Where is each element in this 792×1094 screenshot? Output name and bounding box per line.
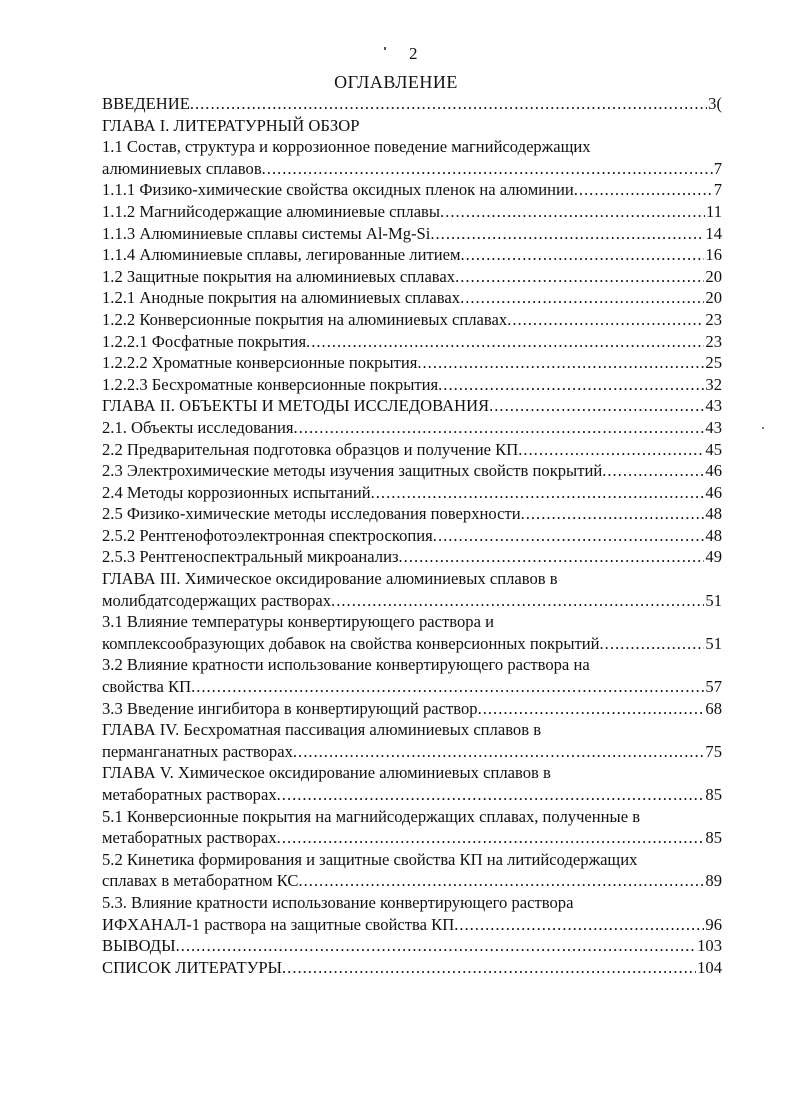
dot-leader xyxy=(521,503,705,525)
toc-entry-text: 2.1. Объекты исследования xyxy=(102,417,294,437)
toc-entry xyxy=(102,179,722,201)
toc-entry-page: 57 xyxy=(705,677,722,697)
dot-leader xyxy=(298,870,704,892)
dot-leader xyxy=(190,93,707,115)
toc-entry-text: молибдатсодержащих растворах xyxy=(102,590,332,610)
toc-entry xyxy=(102,395,722,417)
toc-entry xyxy=(102,158,722,180)
toc-entry-text: метаборатных растворах xyxy=(102,785,277,804)
dot-leader xyxy=(176,935,697,957)
toc-entry xyxy=(102,741,722,763)
toc-entry xyxy=(102,352,722,374)
toc-entry xyxy=(102,676,722,698)
page-title: ОГЛАВЛЕНИЕ xyxy=(334,72,458,92)
toc-entry-page: 46 xyxy=(705,482,722,502)
toc-entry xyxy=(102,849,722,871)
toc-entry xyxy=(102,223,722,245)
dot-leader xyxy=(430,223,704,245)
dot-leader xyxy=(460,244,704,266)
toc-entry-page: 11 xyxy=(706,201,722,221)
toc-entry xyxy=(102,914,722,936)
toc-entry-text: свойства КП xyxy=(102,677,192,697)
table-of-contents xyxy=(102,93,722,978)
toc-entry xyxy=(102,136,722,158)
dot-leader xyxy=(478,698,705,720)
dot-leader xyxy=(489,395,704,417)
toc-entry-page: 3( xyxy=(708,94,722,113)
dot-leader xyxy=(277,784,705,806)
toc-entry-page: 89 xyxy=(705,871,722,891)
dot-leader xyxy=(282,957,696,979)
toc-entry-text: сплавах в метаборатном КС xyxy=(102,871,299,891)
toc-entry-page: 20 xyxy=(705,288,722,308)
toc-entry-text: 2.3 Электрохимические методы изучения защитных свойств покрытий xyxy=(102,461,603,481)
toc-entry-page: 85 xyxy=(705,828,722,848)
toc-entry-page: 104 xyxy=(697,957,722,977)
dot-leader xyxy=(574,179,713,201)
dot-leader xyxy=(507,309,704,331)
dot-leader xyxy=(293,741,705,763)
toc-entry xyxy=(102,892,722,914)
page-number: 2 xyxy=(409,44,418,63)
dot-leader xyxy=(294,417,705,439)
toc-entry xyxy=(102,417,722,439)
toc-entry-text: ВВЕДЕНИЕ xyxy=(102,94,190,113)
toc-entry-page: 103 xyxy=(697,936,722,956)
toc-entry xyxy=(102,93,722,115)
toc-entry-page: 51 xyxy=(705,590,722,610)
dot-leader xyxy=(262,158,713,180)
dot-leader xyxy=(460,287,704,309)
toc-entry-text: ИФХАНАЛ-1 раствора на защитные свойства КП xyxy=(102,914,455,934)
dot-leader xyxy=(306,331,704,353)
dot-leader xyxy=(331,590,704,612)
toc-entry-text: перманганатных растворах xyxy=(102,741,293,761)
toc-entry-text: 1.2.2.3 Бесхроматные конверсионные покрытия xyxy=(102,374,439,394)
toc-entry-text: 1.1.2 Магнийсодержащие алюминиевые сплавы xyxy=(102,201,441,221)
scan-speck xyxy=(762,427,764,429)
toc-entry xyxy=(102,266,722,288)
dot-leader xyxy=(191,676,704,698)
toc-entry-text: 2.5 Физико-химические методы исследования поверхности xyxy=(102,504,521,524)
toc-entry xyxy=(102,460,722,482)
toc-entry-text: 3.1 Влияние температуры конвертирующего раствора и xyxy=(102,612,494,632)
toc-entry xyxy=(102,827,722,849)
toc-entry-page: 14 xyxy=(705,223,722,243)
toc-entry-page: 23 xyxy=(705,331,722,351)
toc-entry xyxy=(102,784,722,806)
toc-entry-page: 7 xyxy=(713,180,722,200)
toc-entry-page: 43 xyxy=(705,417,722,437)
toc-entry-text: 1.2 Защитные покрытия на алюминиевых сплавах xyxy=(102,266,456,286)
toc-entry-page: 43 xyxy=(705,396,722,416)
dot-leader xyxy=(399,546,705,568)
toc-entry xyxy=(102,806,722,828)
toc-entry xyxy=(102,546,722,568)
toc-entry-page: 7 xyxy=(713,158,722,178)
toc-entry-text: ГЛАВА III. Химическое оксидирование алюминиевых сплавов в xyxy=(102,569,558,589)
dot-leader xyxy=(600,633,705,655)
toc-entry-page: 75 xyxy=(705,741,722,761)
toc-entry-text: 5.3. Влияние кратности использование конвертирующего раствора xyxy=(102,892,574,912)
toc-entry-page: 45 xyxy=(705,439,722,459)
toc-entry xyxy=(102,374,722,396)
toc-entry xyxy=(102,719,722,741)
toc-entry xyxy=(102,654,722,676)
toc-entry-text: ГЛАВА IV. Бесхроматная пассивация алюминиевых сплавов в xyxy=(102,720,542,740)
toc-entry xyxy=(102,244,722,266)
toc-entry-text: 1.1.3 Алюминиевые сплавы системы Al-Mg-Si xyxy=(102,223,431,243)
toc-entry-page: 23 xyxy=(705,309,722,329)
toc-entry-text: СПИСОК ЛИТЕРАТУРЫ xyxy=(102,957,283,977)
toc-entry xyxy=(102,633,722,655)
dot-leader xyxy=(433,525,705,547)
toc-entry xyxy=(102,590,722,612)
toc-entry-text: алюминиевых сплавов xyxy=(102,158,262,178)
toc-entry-page: 16 xyxy=(705,245,722,265)
toc-entry xyxy=(102,331,722,353)
toc-entry-page: 96 xyxy=(705,914,722,934)
toc-entry-text: 1.2.1 Анодные покрытия на алюминиевых сплавах xyxy=(102,288,461,308)
toc-entry-text: ВЫВОДЫ xyxy=(102,936,176,956)
dot-leader xyxy=(371,482,705,504)
toc-entry-text: 3.2 Влияние кратности использование конвертирующего раствора на xyxy=(102,655,590,675)
toc-entry xyxy=(102,309,722,331)
dot-leader xyxy=(518,439,704,461)
toc-entry-text: 2.5.3 Рентгеноспектральный микроанализ xyxy=(102,547,399,567)
toc-entry xyxy=(102,115,722,137)
toc-entry xyxy=(102,201,722,223)
toc-entry xyxy=(102,568,722,590)
dot-leader xyxy=(440,201,705,223)
toc-entry-text: 1.2.2 Конверсионные покрытия на алюминиевых сплавах xyxy=(102,309,508,329)
toc-entry-text: ГЛАВА V. Химическое оксидирование алюминиевых сплавов в xyxy=(102,763,551,783)
dot-leader xyxy=(454,914,704,936)
toc-entry-page: 32 xyxy=(705,374,722,394)
toc-entry xyxy=(102,503,722,525)
scan-speck xyxy=(384,47,386,50)
dot-leader xyxy=(438,374,704,396)
toc-entry-page: 25 xyxy=(705,353,722,373)
dot-leader xyxy=(417,352,704,374)
toc-entry xyxy=(102,935,722,957)
toc-entry-page: 46 xyxy=(705,461,722,481)
toc-entry xyxy=(102,287,722,309)
toc-entry-text: 1.1.4 Алюминиевые сплавы, легированные литием xyxy=(102,245,461,265)
toc-entry-text: 5.1 Конверсионные покрытия на магнийсодержащих сплавах, полученные в xyxy=(102,806,641,826)
toc-entry-text: метаборатных растворах xyxy=(102,828,277,848)
toc-entry xyxy=(102,611,722,633)
toc-entry-page: 51 xyxy=(705,633,722,653)
toc-entry xyxy=(102,870,722,892)
toc-entry-text: 2.2 Предварительная подготовка образцов и получение КП xyxy=(102,439,519,459)
toc-entry xyxy=(102,698,722,720)
toc-entry-text: 5.2 Кинетика формирования и защитные свойства КП на литийсодержащих xyxy=(102,849,638,869)
toc-entry-page: 49 xyxy=(705,547,722,567)
toc-entry-text: 3.3 Введение ингибитора в конвертирующий раствор xyxy=(102,698,478,718)
toc-entry-text: 1.1 Состав, структура и коррозионное поведение магнийсодержащих xyxy=(102,137,591,157)
toc-entry-text: 2.5.2 Рентгенофотоэлектронная спектроскопия xyxy=(102,525,433,545)
toc-entry xyxy=(102,439,722,461)
dot-leader xyxy=(455,266,704,288)
toc-entry-text: комплексообразующих добавок на свойства конверсионных покрытий xyxy=(102,633,600,653)
toc-entry-text: 1.2.2.2 Хроматные конверсионные покрытия xyxy=(102,353,418,373)
toc-entry-page: 85 xyxy=(705,785,722,804)
toc-entry-page: 68 xyxy=(705,698,722,718)
dot-leader xyxy=(602,460,704,482)
toc-entry-page: 48 xyxy=(705,525,722,545)
toc-entry-text: 1.1.1 Физико-химические свойства оксидных пленок на алюминии xyxy=(102,180,574,200)
toc-entry-text: ГЛАВА I. ЛИТЕРАТУРНЫЙ ОБЗОР xyxy=(102,115,360,135)
toc-entry-text: 1.2.2.1 Фосфатные покрытия xyxy=(102,331,307,351)
dot-leader xyxy=(277,827,705,849)
toc-entry xyxy=(102,482,722,504)
toc-entry xyxy=(102,525,722,547)
toc-entry-text: ГЛАВА II. ОБЪЕКТЫ И МЕТОДЫ ИССЛЕДОВАНИЯ xyxy=(102,396,490,416)
toc-entry-page: 48 xyxy=(705,504,722,524)
toc-entry-page: 20 xyxy=(705,266,722,286)
toc-entry xyxy=(102,957,722,979)
toc-entry xyxy=(102,762,722,784)
toc-entry-text: 2.4 Методы коррозионных испытаний xyxy=(102,482,371,502)
